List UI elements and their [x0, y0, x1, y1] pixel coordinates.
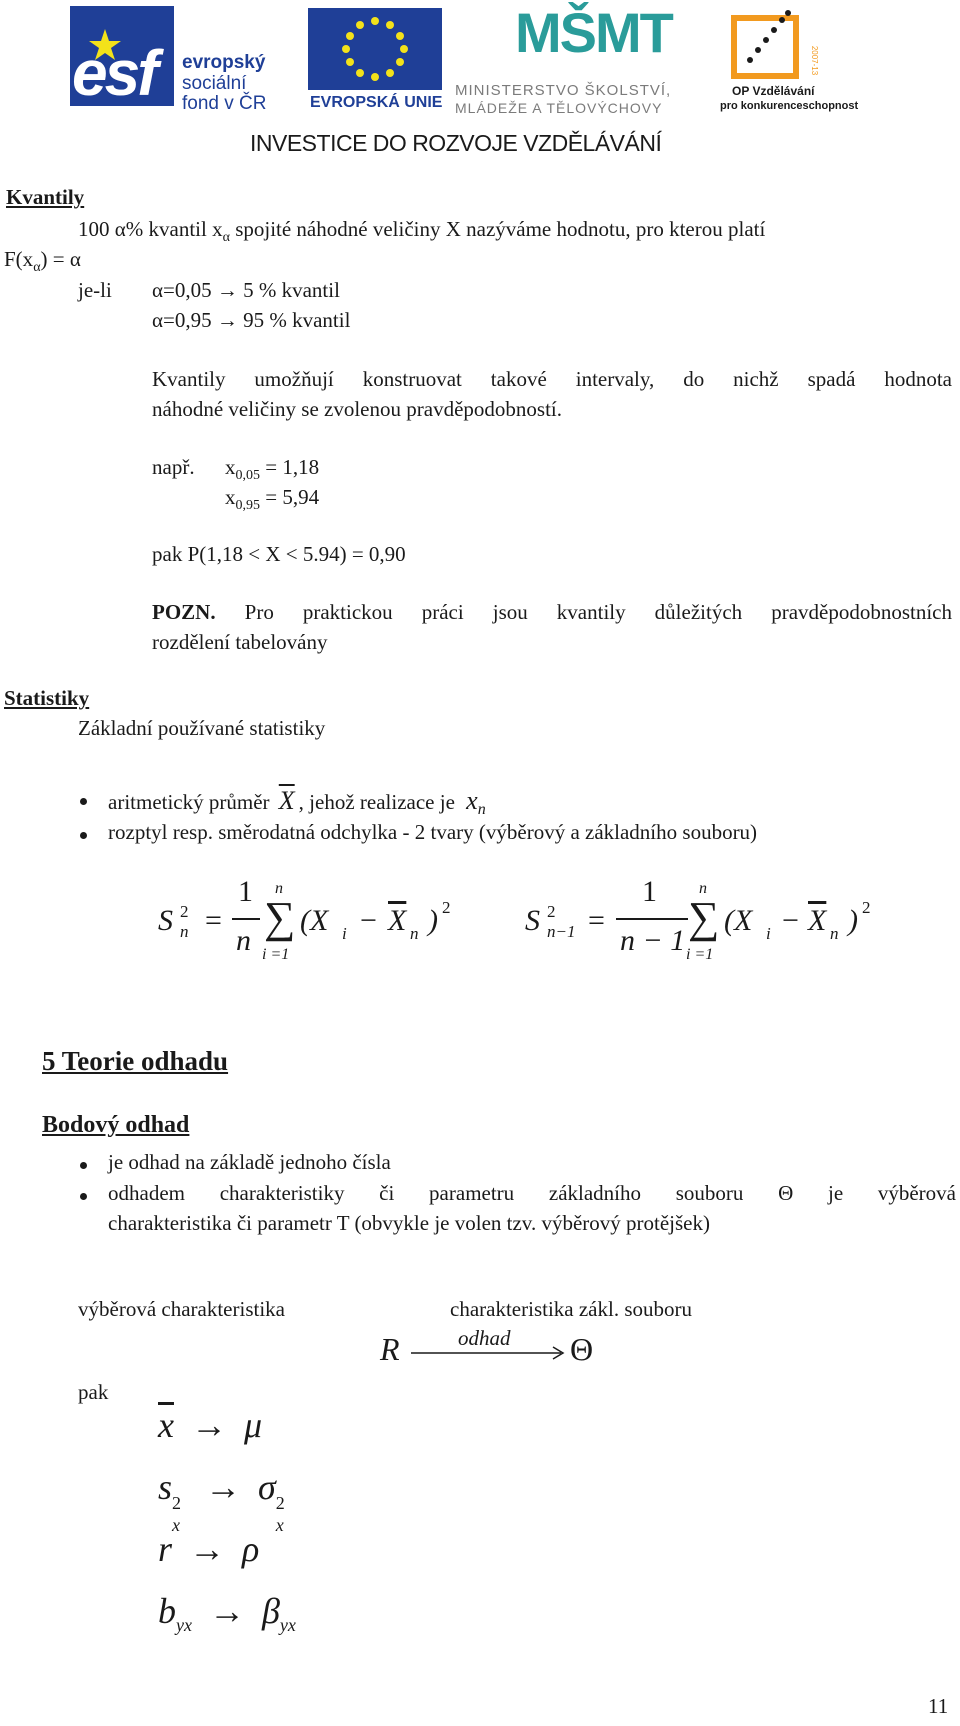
pozn-line1: POZN. Pro praktickou práci jsou kvantily důležitých pravděpodobnostních [152, 600, 952, 624]
stat-item-variance: rozptyl resp. směrodatná odchylka - 2 tvary (výběrový a základního souboru) [108, 820, 758, 844]
stat-item-mean: aritmetický průměr $\overline{X}$ , jehož realizace je $x_n$ [108, 786, 486, 819]
def-c: spojité náhodné veličiny X nazýváme hodnotu, pro kterou platí [229, 217, 766, 241]
eu-text: EVROPSKÁ UNIE [310, 94, 443, 111]
mapping-variance: s 2 x → σ 2 x [158, 1467, 285, 1535]
chapter-title: 5 Teorie odhadu [42, 1046, 229, 1076]
alpha-sub-2: α [33, 260, 41, 276]
kvantil-definition-line2 [4, 247, 81, 276]
op-emblem-icon [730, 10, 810, 82]
mapping-correlation: r → ρ [158, 1529, 260, 1569]
msmt-line2: MLÁDEŽE A TĚLOVÝCHOVY [455, 100, 663, 116]
op-line1: OP Vzdělávání [732, 84, 815, 98]
kvantil-item-1: α=0,05 → 5 % kvantil [152, 278, 340, 302]
xn-symbol: x [466, 786, 478, 815]
fraction-bar [616, 918, 688, 920]
kvantil-paragraph [152, 367, 952, 368]
msmt-logo [455, 1, 685, 116]
sum-icon: ∑ [688, 893, 720, 942]
probability-statement: pak P(1,18 < X < 5.94) = 0,90 [152, 542, 406, 566]
fraction-bar [232, 918, 260, 920]
esf-logo [70, 6, 280, 114]
jeli-label: je-li [78, 278, 112, 302]
f-b: ) = α [40, 247, 81, 271]
bullet-icon [80, 1162, 87, 1169]
mapping-regression: $b_{yx} \to \beta_{yx}$ [158, 1591, 296, 1635]
alpha-sub: α [222, 230, 230, 246]
quantile-example-1: $x_{0,05} = 1,18$ [225, 455, 320, 484]
kvantil-paragraph-l1: Kvantily umožňují konstruovat takové intervaly, do nichž spadá hodnota [152, 367, 952, 391]
bullet-icon [80, 832, 87, 839]
esf-line2: sociální [182, 73, 247, 94]
def-b: % kvantil x [125, 217, 223, 241]
pozn-line2: rozdělení tabelovány [152, 630, 328, 654]
msmt-mark: MŠMT [515, 1, 672, 64]
section-title-statistiky: Statistiky [4, 686, 90, 710]
esf-wordmark: esf [72, 37, 156, 109]
op-years: 2007-13 [810, 45, 820, 76]
kvantil-definition-line1 [78, 217, 950, 246]
odhad-item-1: je odhad na základě jednoho čísla [108, 1150, 391, 1174]
kvantil-item-2: α=0,95 → 95 % kvantil [152, 308, 351, 332]
bullet-icon [80, 1193, 87, 1200]
sum-icon: ∑ [264, 893, 296, 942]
esf-line3: fond v ČR [182, 93, 267, 114]
statistiky-subtitle: Základní používané statistiky [78, 716, 326, 740]
op-logo [720, 6, 860, 116]
xbar-symbol: $\overline{X}$ [278, 786, 295, 815]
page-number: 11 [928, 1694, 949, 1718]
mapping-mean: $\overline{x} \to \mu$ [158, 1405, 263, 1445]
f-a: F(x [4, 247, 34, 271]
eu-logo [308, 8, 448, 112]
right-arrow-icon [411, 1346, 569, 1360]
section-title-kvantily: Kvantily [6, 185, 85, 209]
section-title-bodovy-odhad: Bodový odhad [42, 1112, 190, 1138]
def-a: 100 [78, 217, 110, 241]
msmt-line1: MINISTERSTVO ŠKOLSTVÍ, [455, 82, 672, 99]
kvantil-paragraph-l2: náhodné veličiny se zvolenou pravděpodobností. [152, 397, 562, 421]
pak-label: pak [78, 1380, 109, 1404]
vyberova-label: výběrová charakteristika [78, 1297, 285, 1321]
alpha-symbol: α [114, 217, 126, 241]
quantile-example-2: $x_{0,95} = 5,94$ [225, 485, 320, 514]
charakteristika-label: charakteristika zákl. souboru [450, 1297, 692, 1321]
odhad-item-2-line2: charakteristika či parametr T (obvykle je volen tzv. výběrový protějšek) [108, 1211, 710, 1235]
napr-label: např. [152, 455, 195, 479]
investice-banner: INVESTICE DO ROZVOJE VZDĚLÁVÁNÍ [250, 130, 662, 156]
odhad-item-2-line1: odhadem charakteristiky či parametru základního souboru Θ je výběrová [108, 1181, 956, 1205]
pozn-label: POZN. [152, 600, 216, 624]
eu-flag-icon [308, 8, 442, 90]
pozn-text [152, 600, 162, 601]
bullet-icon [80, 798, 87, 805]
op-line2: pro konkurenceschopnost [720, 100, 859, 112]
esf-line1: evropský [182, 52, 266, 73]
